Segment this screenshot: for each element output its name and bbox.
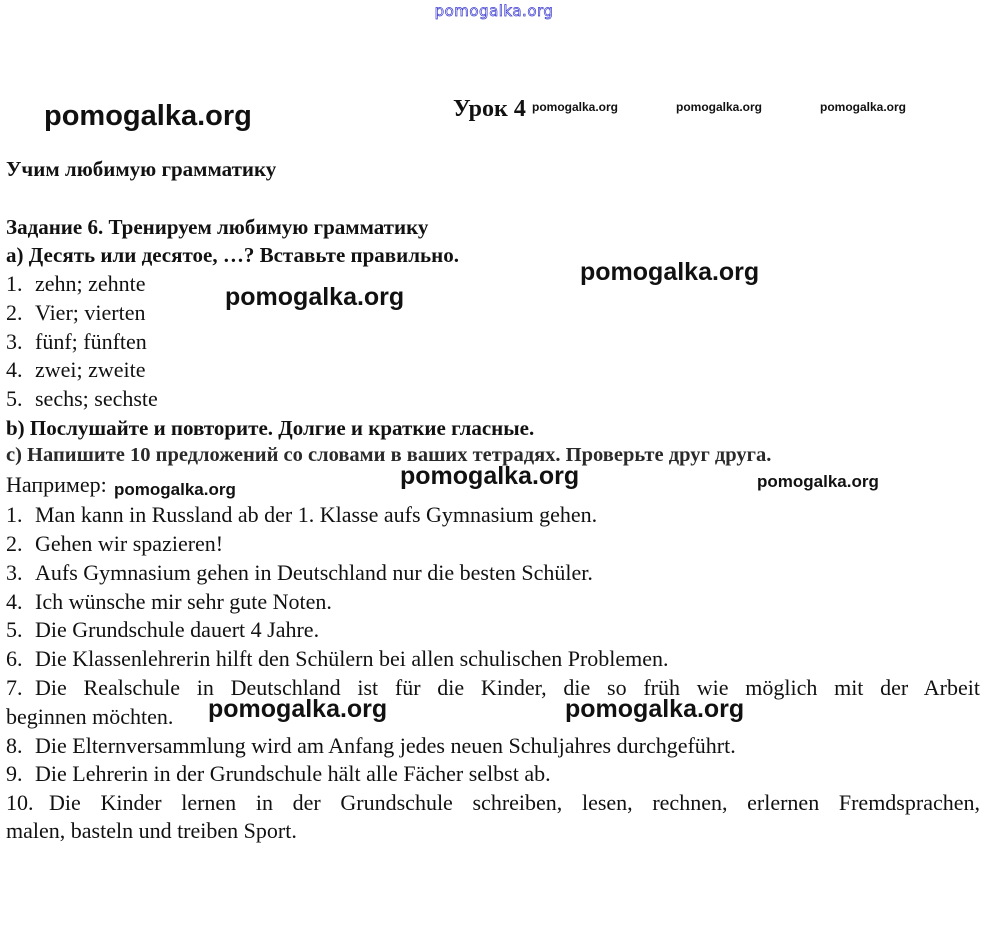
list-item xyxy=(6,300,145,326)
item-text: Man kann in Russland ab der 1. Klasse aufs Gymnasium gehen. xyxy=(35,502,598,527)
item-text: zehn; zehnte xyxy=(35,271,146,296)
item-text: Die Klassenlehrerin hilft den Schülern bei allen schulischen Problemen. xyxy=(35,646,669,671)
item-number: 4. xyxy=(6,357,23,382)
item-number: 2. xyxy=(6,300,23,325)
item-text: Die Kinder lernen in der Grundschule schreiben, lesen, rechnen, erlernen Fremdsprachen, xyxy=(49,790,980,815)
list-item xyxy=(6,675,980,701)
list-item xyxy=(6,386,158,412)
part-a-heading: a) Десять или десятое, …? Вставьте правильно. xyxy=(6,243,459,267)
item-text: Vier; vierten xyxy=(35,300,146,325)
watermark-header-2: pomogalka.org xyxy=(676,100,763,114)
item-text: Die Lehrerin in der Grundschule hält alle Fächer selbst ab. xyxy=(35,761,551,786)
watermark-header-large: pomogalka.org xyxy=(44,100,252,132)
item-text: sechs; sechste xyxy=(35,386,158,411)
item-number: 9. xyxy=(6,761,23,786)
item-text: Die Realschule in Deutschland ist für die Kinder, die so früh wie möglich mit der Arbeit xyxy=(35,675,980,700)
item-number: 1. xyxy=(6,502,23,527)
list-item xyxy=(6,761,551,787)
item-number: 7. xyxy=(6,675,23,700)
watermark-mid-left: pomogalka.org xyxy=(225,283,405,311)
watermark-bottom-left: pomogalka.org xyxy=(208,695,388,723)
item-number: 3. xyxy=(6,329,23,354)
item-number: 1. xyxy=(6,271,23,296)
watermark-row-left: pomogalka.org xyxy=(114,480,236,499)
item-text: zwei; zweite xyxy=(35,357,146,382)
item-number: 4. xyxy=(6,589,23,614)
item-number: 5. xyxy=(6,617,23,642)
item-text: fünf; fünften xyxy=(35,329,147,354)
item-text: Die Elternversammlung wird am Anfang jedes neuen Schuljahres durchgeführt. xyxy=(35,733,736,758)
watermark-header-1: pomogalka.org xyxy=(532,100,619,114)
list-item xyxy=(6,531,223,557)
item-text: Aufs Gymnasium gehen in Deutschland nur die besten Schüler. xyxy=(35,560,593,585)
list-item xyxy=(6,502,597,528)
item-number: 5. xyxy=(6,386,23,411)
list-item xyxy=(6,357,146,383)
watermark-bottom-right: pomogalka.org xyxy=(565,695,745,723)
section-heading: Учим любимую грамматику xyxy=(6,157,277,181)
list-item xyxy=(6,790,980,816)
watermark-header-3: pomogalka.org xyxy=(820,100,907,114)
lesson-title: Урок 4 xyxy=(453,96,526,122)
list-item xyxy=(6,589,332,615)
item-text: Gehen wir spazieren! xyxy=(35,531,224,556)
part-b-heading: b) Послушайте и повторите. Долгие и краткие гласные. xyxy=(6,416,535,440)
example-label: Например: xyxy=(6,472,107,497)
list-item xyxy=(6,560,593,586)
item-number: 2. xyxy=(6,531,23,556)
list-item-continuation: malen, basteln und treiben Sport. xyxy=(6,818,297,843)
item-number: 10. xyxy=(6,790,34,815)
list-item xyxy=(6,271,146,297)
item-text: Die Grundschule dauert 4 Jahre. xyxy=(35,617,320,642)
list-item-continuation: beginnen möchten. xyxy=(6,704,174,729)
part-c-heading: c) Напишите 10 предложений со словами в ваших тетрадях. Проверьте друг друга. xyxy=(6,444,772,466)
item-number: 8. xyxy=(6,733,23,758)
item-number: 6. xyxy=(6,646,23,671)
list-item xyxy=(6,329,147,355)
task-heading: Задание 6. Тренируем любимую грамматику xyxy=(6,215,429,239)
watermark-row-right: pomogalka.org xyxy=(757,472,879,491)
list-item xyxy=(6,617,319,643)
item-number: 3. xyxy=(6,560,23,585)
watermark-mid-right: pomogalka.org xyxy=(580,258,760,286)
item-text: Ich wünsche mir sehr gute Noten. xyxy=(35,589,332,614)
list-item xyxy=(6,646,669,672)
list-item xyxy=(6,733,736,759)
watermark-top: pomogalka.org xyxy=(434,2,554,20)
watermark-row-center: pomogalka.org xyxy=(400,462,580,490)
